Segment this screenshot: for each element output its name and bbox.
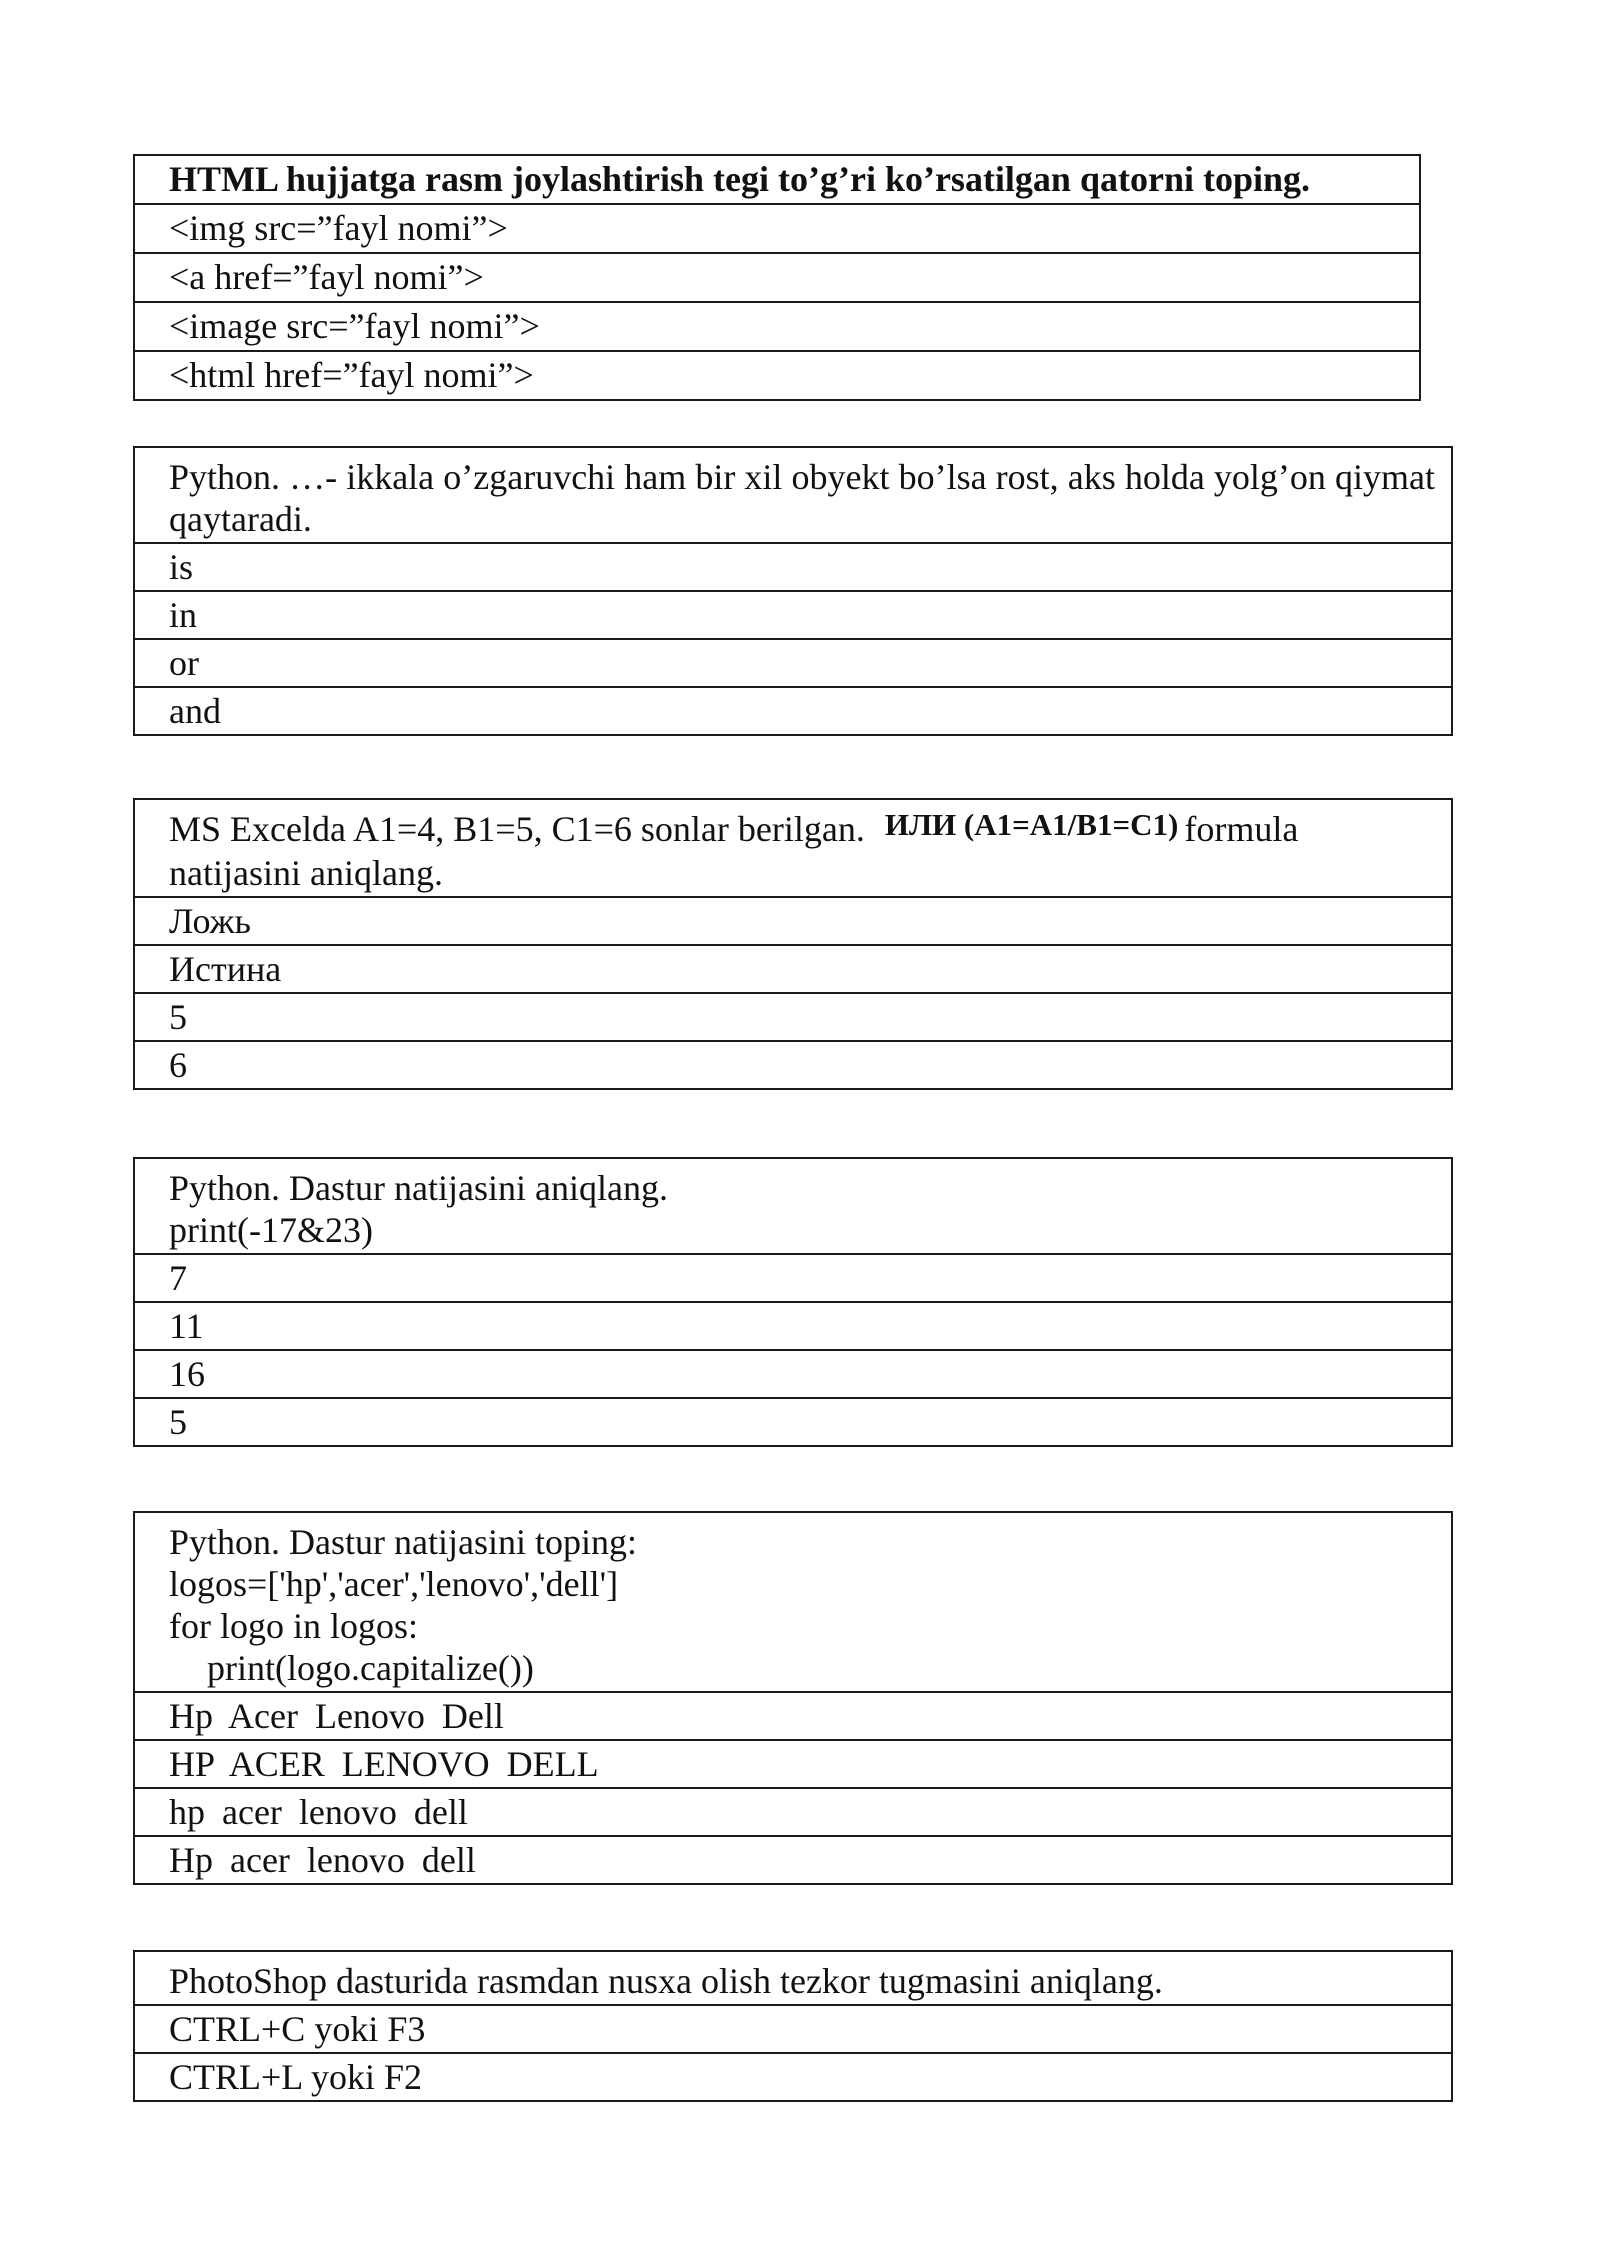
answer-option: <a href=”fayl nomi”> (134, 253, 1420, 302)
code-line: for logo in logos: (169, 1606, 418, 1646)
answer-option: 5 (134, 1398, 1452, 1446)
question-table-3 (133, 798, 1453, 1090)
answer-option: is (134, 543, 1452, 591)
formula-text: ИЛИ (A1=A1/B1=C1) (884, 807, 1179, 842)
answer-option: Ложь (134, 897, 1452, 945)
answer-option: 16 (134, 1350, 1452, 1398)
question-line: Python. Dastur natijasini toping: (169, 1522, 637, 1562)
question-table-4 (133, 1157, 1453, 1447)
answer-option: <image src=”fayl nomi”> (134, 302, 1420, 351)
question-text-part1: MS Excelda A1=4, B1=5, C1=6 sonlar berilgan. (169, 809, 865, 849)
answer-option: in (134, 591, 1452, 639)
answer-option: hp acer lenovo dell (134, 1788, 1452, 1836)
answer-option: or (134, 639, 1452, 687)
answer-option: HP ACER LENOVO DELL (134, 1740, 1452, 1788)
question-table-2 (133, 446, 1453, 736)
answer-option: 5 (134, 993, 1452, 1041)
answer-option: Hp Acer Lenovo Dell (134, 1692, 1452, 1740)
question-text (134, 1512, 1452, 1692)
answer-option: <html href=”fayl nomi”> (134, 351, 1420, 400)
answer-option: <img src=”fayl nomi”> (134, 204, 1420, 253)
answer-option: 6 (134, 1041, 1452, 1089)
code-line: logos=['hp','acer','lenovo','dell'] (169, 1564, 619, 1604)
question-text-part2: formula natijasini aniqlang. (169, 809, 1299, 893)
question-line: Python. Dastur natijasini aniqlang. (169, 1168, 668, 1208)
question-text (134, 799, 1452, 897)
answer-option: Истина (134, 945, 1452, 993)
question-text (134, 1158, 1452, 1254)
answer-option: CTRL+C yoki F3 (134, 2005, 1452, 2053)
code-line: print(-17&23) (169, 1210, 373, 1250)
answer-option: Hp acer lenovo dell (134, 1836, 1452, 1884)
question-table-6 (133, 1950, 1453, 2102)
code-line: print(logo.capitalize()) (207, 1648, 534, 1688)
answer-option: 11 (134, 1302, 1452, 1350)
question-table-5 (133, 1511, 1453, 1885)
answer-option: and (134, 687, 1452, 735)
question-text: HTML hujjatga rasm joylashtirish tegi to’g’ri ko’rsatilgan qatorni toping. (134, 155, 1420, 204)
answer-option: CTRL+L yoki F2 (134, 2053, 1452, 2101)
question-table-1 (133, 154, 1421, 401)
question-text: PhotoShop dasturida rasmdan nusxa olish tezkor tugmasini aniqlang. (134, 1951, 1452, 2005)
question-text: Python. …- ikkala o’zgaruvchi ham bir xil obyekt bo’lsa rost, aks holda yolg’on qiymat qaytaradi. (134, 447, 1452, 543)
answer-option: 7 (134, 1254, 1452, 1302)
